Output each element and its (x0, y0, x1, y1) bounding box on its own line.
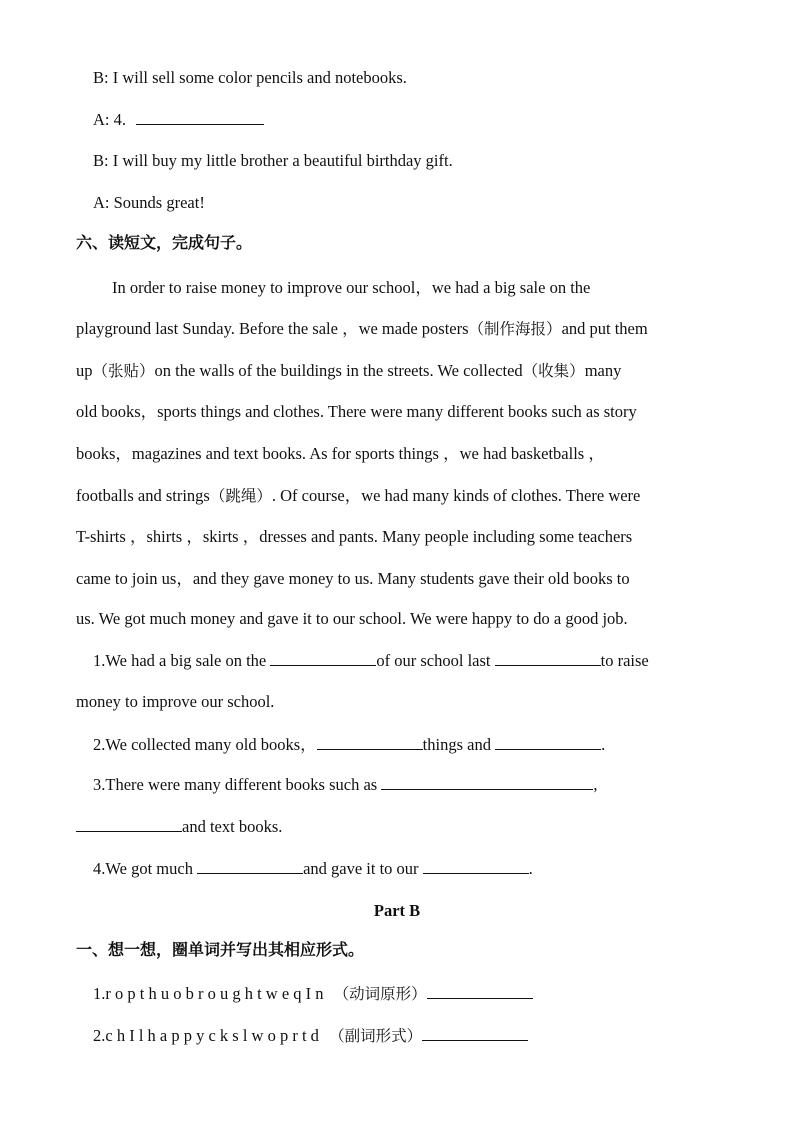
passage-line-9: us. We got much money and gave it to our school. We were happy to do a good job. (76, 609, 628, 628)
dialogue-line-a-end: A: Sounds great! (93, 193, 205, 212)
answer-blank[interactable] (495, 651, 601, 666)
question-1-line-2: money to improve our school. (76, 692, 275, 711)
passage-line-1: In order to raise money to improve our school，we had a big sale on the (112, 278, 591, 297)
answer-blank[interactable] (422, 1026, 528, 1041)
question-text: of our school last (376, 651, 491, 670)
dialogue-line-b2: B: I will buy my little brother a beautiful birthday gift. (93, 151, 453, 170)
form-hint: （副词形式） (329, 1027, 423, 1045)
letter-sequence: 1.r o p t h u o b r o u g h t w e q I n (93, 984, 324, 1003)
question-text: 2.We collected many old books， (93, 735, 317, 754)
question-text: and gave it to our (303, 859, 419, 878)
passage-line-4: old books，sports things and clothes. There were many different books such as story (76, 402, 637, 421)
answer-blank[interactable] (136, 110, 264, 125)
answer-blank[interactable] (495, 735, 601, 750)
word-puzzle-1 (93, 983, 533, 1005)
question-text: 3.There were many different books such as (93, 775, 378, 794)
question-text: , (593, 775, 598, 794)
letter-sequence: 2.c h I l h a p p y c k s l w o p r t d (93, 1026, 319, 1045)
passage-text: on the walls of the buildings in the streets. We collected (154, 361, 523, 380)
chinese-gloss: （制作海报） (468, 320, 562, 338)
answer-blank[interactable] (317, 735, 423, 750)
passage-text: . Of course，we had many kinds of clothes. There were (271, 486, 641, 505)
dialogue-line-a4 (93, 109, 264, 131)
question-1-line-1 (93, 650, 649, 672)
question-4 (93, 858, 533, 880)
answer-blank[interactable] (197, 859, 303, 874)
chinese-gloss: （张贴） (92, 362, 155, 380)
passage-line-3 (76, 360, 621, 382)
passage-line-8: came to join us，and they gave money to us. Many students gave their old books to (76, 569, 630, 588)
question-text: and text books. (182, 817, 283, 836)
answer-blank[interactable] (427, 984, 533, 999)
passage-text: and put them (561, 319, 648, 338)
passage-text: footballs and strings (76, 486, 210, 505)
passage-text: up (76, 361, 93, 380)
part-b-section-1-title: 一、想一想，圈单词并写出其相应形式。 (76, 940, 365, 959)
passage-text: playground last Sunday. Before the sale ，we made posters (76, 319, 469, 338)
passage-line-6 (76, 485, 640, 507)
passage-line-5: books，magazines and text books. As for sports things ，we had basketballs ， (76, 444, 605, 463)
answer-blank[interactable] (76, 817, 182, 832)
chinese-gloss: （收集） (522, 362, 585, 380)
form-hint: （动词原形） (333, 985, 427, 1003)
question-3-line-1 (93, 774, 597, 796)
question-text: to raise (600, 651, 649, 670)
passage-text: many (584, 361, 622, 380)
passage-line-7: T-shirts ，shirts ，skirts ，dresses and pants. Many people including some teachers (76, 527, 633, 546)
question-2 (93, 734, 605, 756)
question-3-line-2 (76, 816, 282, 838)
section-6-title: 六、读短文，完成句子。 (76, 233, 253, 252)
answer-blank[interactable] (381, 775, 593, 790)
question-text: 1.We had a big sale on the (93, 651, 267, 670)
answer-blank[interactable] (270, 651, 376, 666)
dialogue-a4-prefix: A: 4. (93, 110, 126, 129)
part-b-title: Part B (373, 901, 421, 920)
question-text: things and (422, 735, 491, 754)
dialogue-line-b1: B: I will sell some color pencils and notebooks. (93, 68, 407, 87)
passage-line-2 (76, 318, 648, 340)
chinese-gloss: （跳绳） (209, 487, 272, 505)
question-text: . (528, 859, 533, 878)
answer-blank[interactable] (423, 859, 529, 874)
question-text: . (601, 735, 606, 754)
question-text: 4.We got much (93, 859, 193, 878)
word-puzzle-2 (93, 1025, 528, 1047)
